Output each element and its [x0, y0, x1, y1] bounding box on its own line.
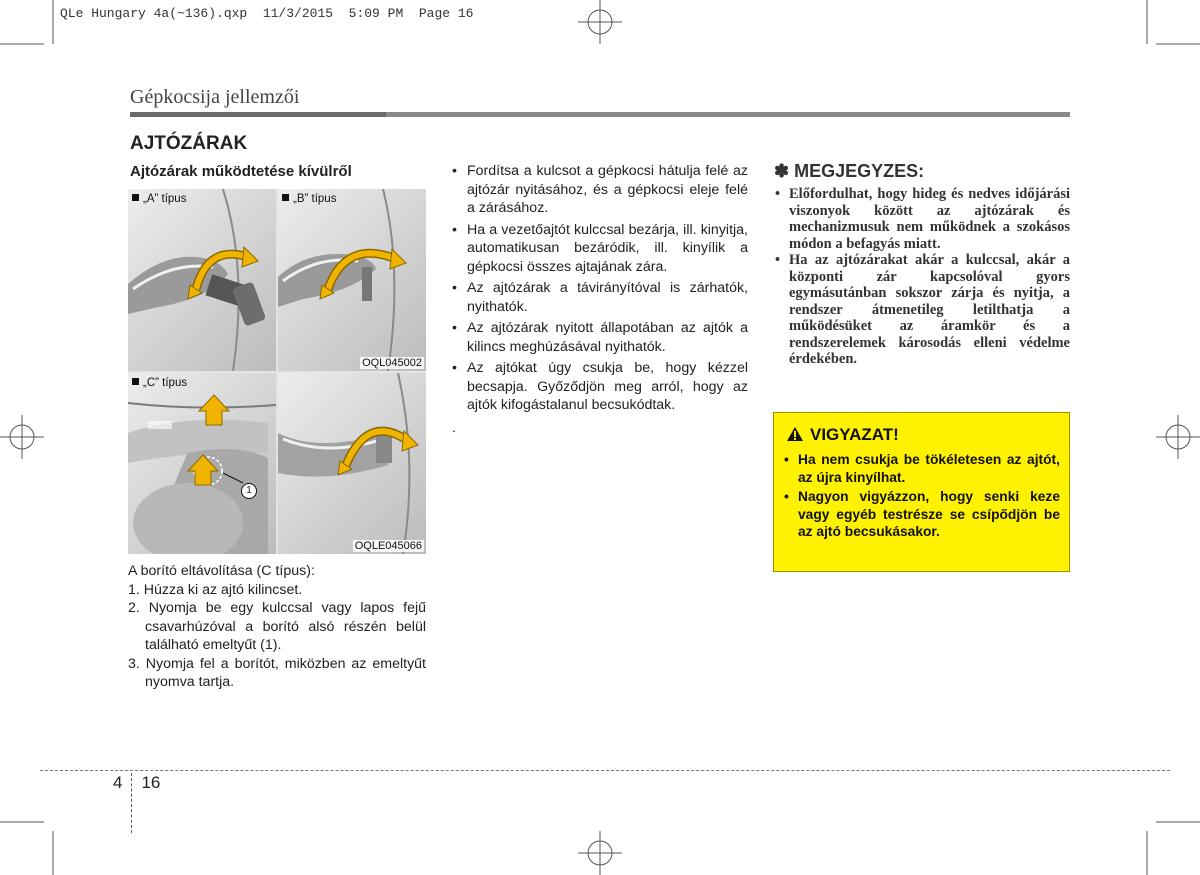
- panel-label-b-text: „B” típus: [293, 193, 337, 205]
- callout-1: 1: [241, 483, 257, 499]
- caution-heading: [786, 425, 899, 445]
- panel-label-c-text: „C” típus: [143, 377, 188, 389]
- cover-removal-intro: A borító eltávolítása (C típus):: [128, 563, 315, 579]
- figure-code-bottom: OQLE045066: [354, 540, 422, 552]
- panel-type-c-detail: [278, 373, 426, 554]
- bullet-item: • Ha a vezetőajtót kulccsal bezárja, ill. kinyitja, automatikusan bezáródik, ill. kinyílik a gépkocsi összes ajtajának zára.: [452, 221, 748, 277]
- bullet-item: • Fordítsa a kulcsot a gépkocsi hátulja felé az ajtózár nyitásához, és a gépkocsi eleje felé a zárásához.: [452, 162, 748, 218]
- chapter-number: 4: [113, 773, 123, 792]
- door-handle-illustration-c: [128, 373, 276, 554]
- subheading: Ajtózárak működtetése kívülről: [130, 163, 352, 180]
- panel-type-a: [128, 189, 276, 371]
- step-item: 3. Nyomja fel a borítót, miközben az emeltyűt nyomva tartja.: [128, 655, 426, 690]
- page-number-value: 16: [141, 773, 161, 792]
- panel-type-b: [278, 189, 426, 371]
- door-handle-illustration-c-detail: [278, 373, 426, 554]
- footer-rule: [40, 770, 1170, 771]
- note-item: • Ha az ajtózárakat akár a kulccsal, akár a központi zár kapcsolóval gyors egymásutánban sokszor zárja és nyitja, a rendszer átmenetileg letilthatja a működésüket az áramkör és a rendszerelemek károsodás elleni védelme érdekében.: [774, 252, 1070, 368]
- note-item: • Előfordulhat, hogy hideg és nedves időjárási viszonyok között az ajtózárak és mechanizmusuk nem működnek a szokásos módon a befagyás miatt.: [774, 186, 1070, 252]
- step-item: 2. Nyomja be egy kulccsal vagy lapos fejű csavarhúzóval a borító alsó részén belül található emeltyűt (1).: [128, 600, 426, 653]
- door-handle-figure: [128, 189, 426, 554]
- bullet-item: • Az ajtózárak nyitott állapotában az ajtók a kilincs meghúzásával nyithatók.: [452, 319, 748, 356]
- caution-box: [773, 412, 1070, 572]
- cover-removal-section: [128, 562, 426, 692]
- operation-bullets: [452, 162, 748, 437]
- stray-mark: .: [452, 419, 456, 436]
- caution-item: • Nagyon vigyázzon, hogy senki keze vagy egyéb testrésze se csípődjön be az ajtó becsukásakor.: [784, 488, 1060, 541]
- bullet-item: • Az ajtókat úgy csukja be, hogy kézzel becsapja. Győződjön meg arról, hogy az ajtók kifogástalanul becsukódtak.: [452, 359, 748, 415]
- panel-label-b: [282, 193, 336, 205]
- note-title: ✽ MEGJEGYZES:: [774, 161, 925, 181]
- panel-label-a-text: „A” típus: [143, 193, 187, 205]
- door-handle-illustration-a: [128, 189, 276, 371]
- panel-type-c: [128, 373, 276, 554]
- caution-title: VIGYAZAT!: [810, 425, 899, 444]
- print-header: QLe Hungary 4a(~136).qxp 11/3/2015 5:09 PM Page 16: [60, 6, 474, 21]
- note-box: [774, 161, 1070, 368]
- panel-label-c: [132, 377, 187, 389]
- section-title: Gépkocsija jellemzői: [130, 86, 300, 108]
- figure-code-top: OQL045002: [362, 357, 422, 369]
- door-handle-illustration-b: [278, 189, 426, 371]
- page-heading: AJTÓZÁRAK: [130, 133, 248, 154]
- header-rule: [130, 112, 1070, 117]
- step-item: 1. Húzza ki az ajtó kilincset.: [128, 581, 303, 598]
- caution-item: • Ha nem csukja be tökéletesen az ajtót, az újra kinyílhat.: [784, 451, 1060, 486]
- panel-label-a: [132, 193, 186, 205]
- warning-triangle-icon: [786, 426, 804, 442]
- cover-removal-steps: [128, 581, 426, 692]
- bullet-item: • Az ajtózárak a távirányítóval is zárhatók, nyithatók.: [452, 279, 748, 316]
- page-number-divider: [131, 773, 133, 833]
- page-number: [113, 773, 160, 833]
